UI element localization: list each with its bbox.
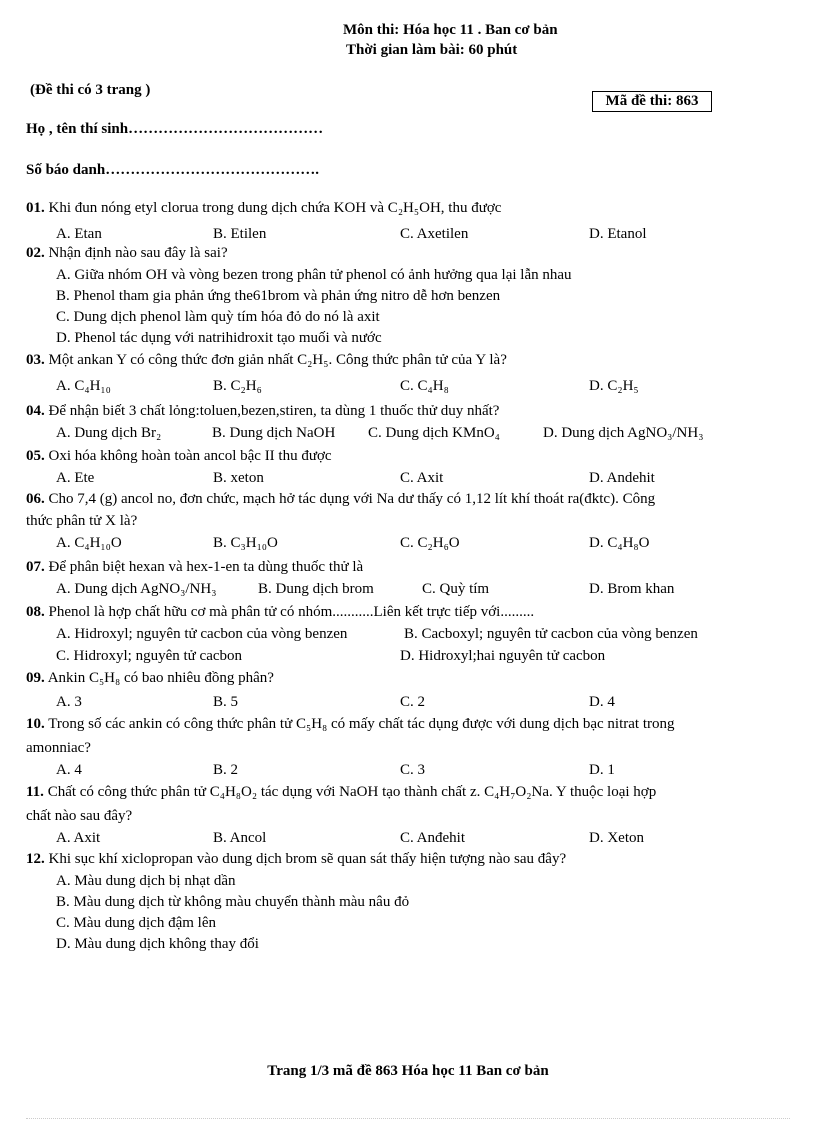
option-b: B. C₃H₁₀O [213,535,278,551]
option-b: B. C₂H₆ [213,378,262,394]
question-12: 12. Khi sục khí xiclopropan vào dung dịch brom sẽ quan sát thấy hiện tượng nào sau đây? [26,851,567,867]
question-text: Chất có công thức phân tử C₄H₈O₂ tác dụng với NaOH tạo thành chất z. C₄H₇O₂Na. Y thuộc loại hợp [47,784,657,800]
question-text: Nhận định nào sau đây là sai? [48,245,228,261]
option-c: C. C₂H₆O [400,535,460,551]
question-06: 06. Cho 7,4 (g) ancol no, đơn chức, mạch hở tác dụng với Na dư thấy có 1,12 lít khí thoát ra(đktc). Công [26,491,656,507]
option-d: D. 4 [589,694,615,710]
question-10-continued: amonniac? [26,740,91,756]
option-c: C. Màu dung dịch đậm lên [56,915,216,931]
page-footer: Trang 1/3 mã đề 863 Hóa học 11 Ban cơ bản [267,1063,549,1079]
option-b: B. 2 [213,762,239,778]
candidate-id-line: Số báo danh……………………………………. [26,162,319,178]
page-bottom-divider [26,1118,790,1119]
option-c: C. Dung dịch phenol làm quỳ tím hóa đỏ do nó là axit [56,309,380,325]
option-d: D. Brom khan [589,581,675,597]
option-c: C. Anđehit [400,830,466,846]
question-text: Oxi hóa không hoàn toàn ancol bậc II thu được [48,448,332,464]
option-c: C. Dung dịch KMnO₄ [368,425,500,441]
question-text: Để phân biệt hexan và hex-1-en ta dùng thuốc thử là [48,559,364,575]
candidate-name-line: Họ , tên thí sinh………………………………… [26,121,324,137]
option-d: D. Xeton [589,830,644,846]
option-d: D. Etanol [589,226,647,242]
question-05: 05. Oxi hóa không hoàn toàn ancol bậc II thu được [26,448,332,464]
option-c: C. Quỳ tím [422,581,490,597]
question-text: Một ankan Y có công thức đơn giản nhất C₂H₅. Công thức phân tử của Y là? [48,352,507,368]
exam-subject: Môn thi: Hóa học 11 . Ban cơ bản [343,22,558,38]
option-c: C. Axetilen [400,226,469,242]
option-a: A. Dung dịch AgNO₃/NH₃ [56,581,217,597]
option-c: C. Axit [400,470,444,486]
question-01: 01. Khi đun nóng etyl clorua trong dung dịch chứa KOH và C₂H₅OH, thu được [26,200,502,216]
option-a: A. Ete [56,470,95,486]
option-d: D. Dung dịch AgNO₃/NH₃ [543,425,704,441]
option-d: D. Màu dung dịch không thay đổi [56,936,259,952]
question-text: Trong số các ankin có công thức phân tử C₅H₈ có mấy chất tác dụng được với dung dịch bạc nitrat trong [48,716,675,732]
option-d: D. Hidroxyl;hai nguyên tử cacbon [400,648,606,664]
question-text: Phenol là hợp chất hữu cơ mà phân tử có nhóm...........Liên kết trực tiếp với......... [48,604,535,620]
question-04: 04. Để nhận biết 3 chất lỏng:toluen,bezen,stiren, ta dùng 1 thuốc thử duy nhất? [26,403,500,419]
option-a: A. 4 [56,762,82,778]
option-a: A. Etan [56,226,102,242]
option-b: B. xeton [213,470,264,486]
option-c: C. C₄H₈ [400,378,449,394]
question-text: Cho 7,4 (g) ancol no, đơn chức, mạch hở tác dụng với Na dư thấy có 1,12 lít khí thoát ra(đktc). Công [48,491,656,507]
option-b: B. Màu dung dịch từ không màu chuyển thành màu nâu đỏ [56,894,410,910]
question-10: 10. Trong số các ankin có công thức phân tử C₅H₈ có mấy chất tác dụng được với dung dịch bạc nitrat trong [26,716,675,732]
option-b: B. Ancol [213,830,267,846]
question-text: Để nhận biết 3 chất lỏng:toluen,bezen,stiren, ta dùng 1 thuốc thử duy nhất? [48,403,500,419]
option-b: B. Phenol tham gia phản ứng the61brom và phản ứng nitro dễ hơn benzen [56,288,501,304]
option-b: B. 5 [213,694,239,710]
question-text: Ankin C₅H₈ có bao nhiêu đồng phân? [47,670,274,686]
option-b: B. Cacboxyl; nguyên tử cacbon của vòng benzen [404,626,698,642]
option-d: D. 1 [589,762,615,778]
option-d: D. Andehit [589,470,655,486]
exam-duration: Thời gian làm bài: 60 phút [346,42,518,58]
question-text: Khi đun nóng etyl clorua trong dung dịch chứa KOH và C₂H₅OH, thu được [48,200,502,216]
option-c: C. Hidroxyl; nguyên tử cacbon [56,648,243,664]
option-c: C. 3 [400,762,426,778]
option-d: D. Phenol tác dụng với natrihidroxit tạo muối và nước [56,330,382,346]
question-08: 08. Phenol là hợp chất hữu cơ mà phân tử có nhóm...........Liên kết trực tiếp với......... [26,604,535,620]
exam-code-box: Mã đề thi: 863 [592,91,712,112]
option-c: C. 2 [400,694,426,710]
option-a: A. Màu dung dịch bị nhạt dần [56,873,236,889]
option-b: B. Etilen [213,226,267,242]
question-03: 03. Một ankan Y có công thức đơn giản nhất C₂H₅. Công thức phân tử của Y là? [26,352,507,368]
question-text: Khi sục khí xiclopropan vào dung dịch brom sẽ quan sát thấy hiện tượng nào sau đây? [48,851,567,867]
option-a: A. Axit [56,830,101,846]
question-02: 02. Nhận định nào sau đây là sai? [26,245,228,261]
option-d: D. C₄H₈O [589,535,650,551]
pages-note: (Đề thi có 3 trang ) [30,82,151,98]
option-a: A. C₄H₁₀ [56,378,111,394]
option-a: A. C₄H₁₀O [56,535,122,551]
question-11-continued: chất nào sau đây? [26,808,133,824]
option-d: D. C₂H₅ [589,378,639,394]
option-b: B. Dung dịch brom [258,581,374,597]
option-a: A. 3 [56,694,82,710]
option-a: A. Hidroxyl; nguyên tử cacbon của vòng benzen [56,626,348,642]
option-a: A. Giữa nhóm OH và vòng bezen trong phân tử phenol có ảnh hưởng qua lại lẫn nhau [56,267,572,283]
question-06-continued: thức phân tử X là? [26,513,138,529]
question-11: 11. Chất có công thức phân tử C₄H₈O₂ tác dụng với NaOH tạo thành chất z. C₄H₇O₂Na. Y thuộc loại hợp [26,784,657,800]
option-b: B. Dung dịch NaOH [212,425,336,441]
option-a: A. Dung dịch Br₂ [56,425,162,441]
question-07: 07. Để phân biệt hexan và hex-1-en ta dùng thuốc thử là [26,559,364,575]
question-09: 09. Ankin C₅H₈ có bao nhiêu đồng phân? [26,670,274,686]
